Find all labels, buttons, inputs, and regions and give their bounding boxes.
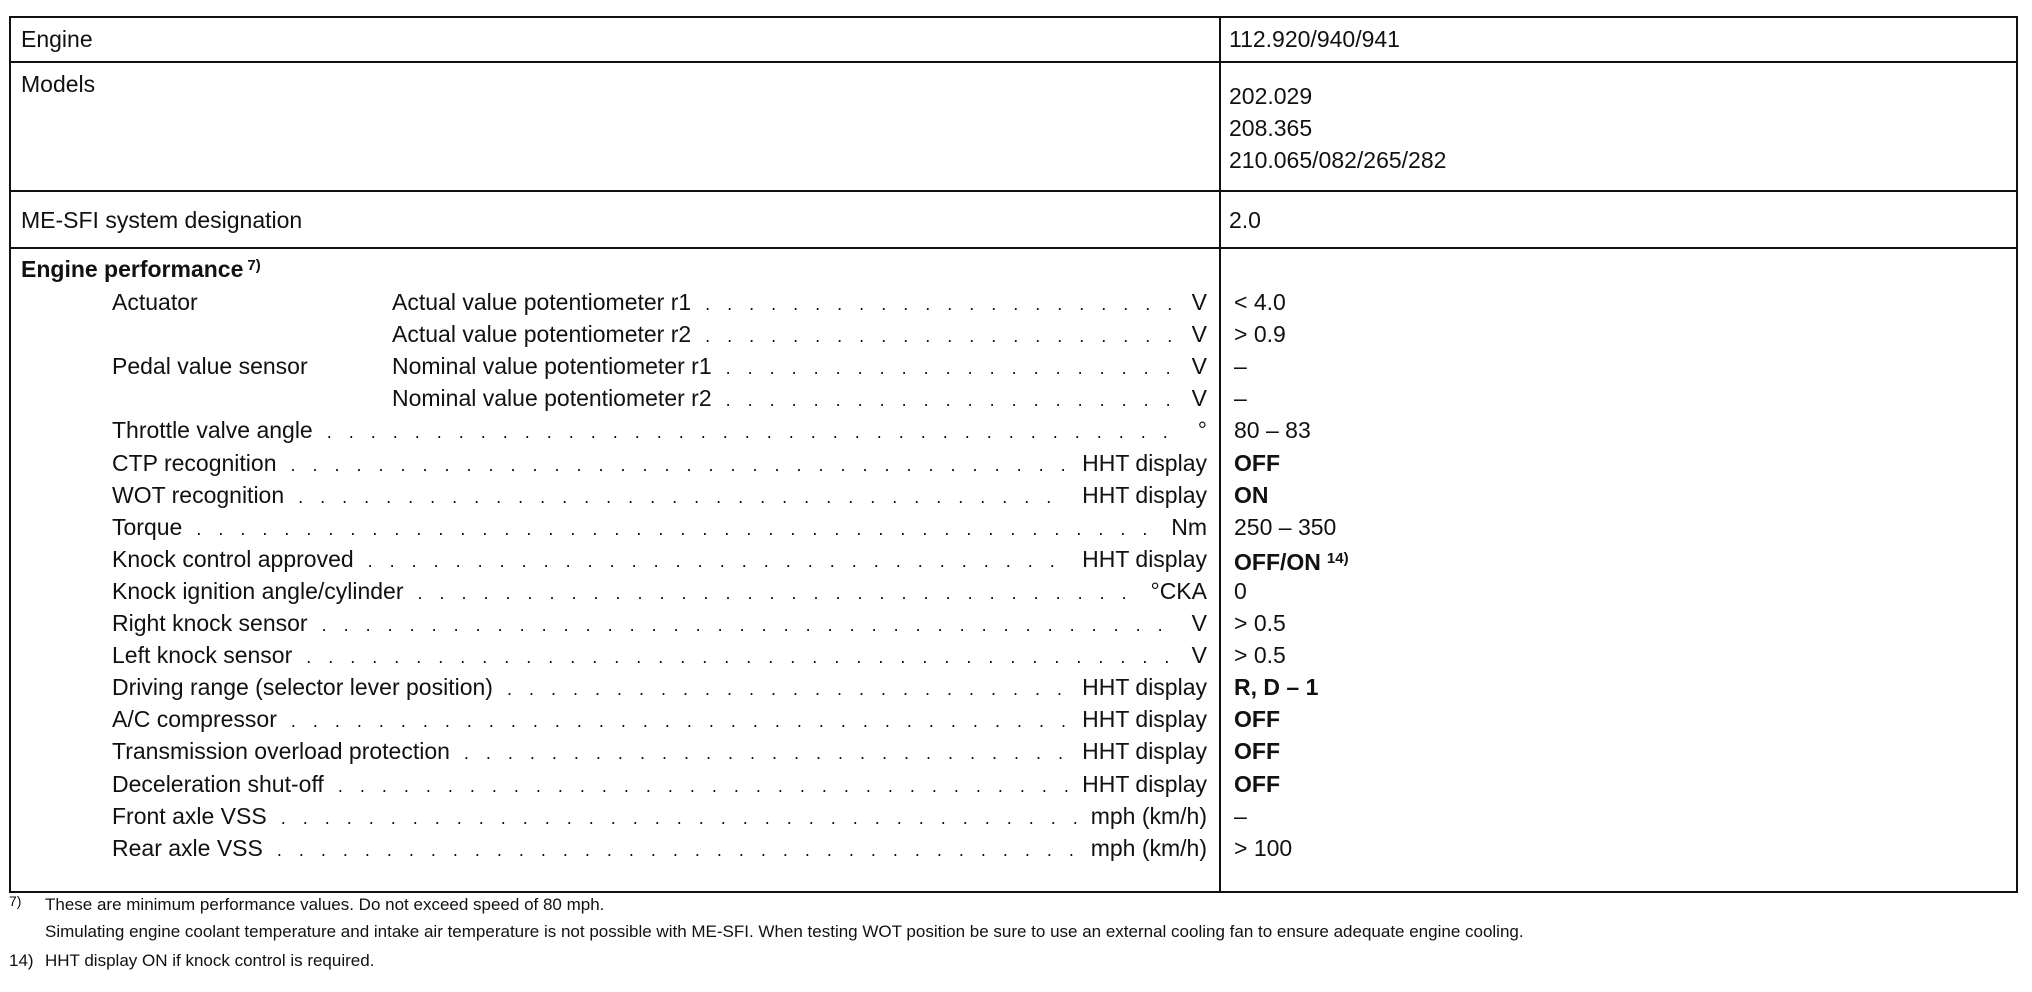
parameter-value-text: R, D – 1 [1234, 674, 1319, 700]
parameter-value-text: > 0.5 [1234, 610, 1286, 636]
parameter-value-text: OFF [1234, 706, 1280, 732]
parameter-label: WOT recognition [112, 482, 285, 508]
parameter-unit: HHT display [1082, 674, 1207, 700]
parameter-label: Nominal value potentiometer r2 [392, 385, 712, 411]
parameter-value [1234, 447, 1280, 479]
parameter-value-text: ON [1234, 482, 1269, 508]
dot-leader [291, 705, 1068, 737]
dot-leader [291, 449, 1069, 481]
parameter-value-text: > 100 [1234, 835, 1293, 861]
dot-leader [726, 384, 1178, 416]
parameter-unit: HHT display [1082, 738, 1207, 764]
parameter-label: Torque [112, 514, 183, 540]
table-row [112, 735, 1207, 767]
row-divider [11, 190, 2016, 192]
parameter-unit: V [1191, 289, 1207, 315]
parameter-unit: HHT display [1082, 771, 1207, 797]
dot-leader [281, 802, 1077, 834]
footnote-14-number: 14) [9, 951, 34, 970]
engine-label: Engine [21, 26, 93, 52]
system-label: ME-SFI system designation [21, 207, 303, 233]
parameter-value [1234, 479, 1269, 511]
table-row [112, 639, 1207, 671]
table-row [112, 607, 1207, 639]
parameter-value [1234, 639, 1286, 671]
dot-leader [327, 416, 1184, 448]
parameter-value [1234, 832, 1292, 864]
dot-leader [322, 609, 1178, 641]
parameter-label: Transmission overload protection [112, 738, 450, 764]
dot-leader [705, 320, 1177, 352]
parameter-value-text: > 0.5 [1234, 642, 1286, 668]
dot-leader [726, 352, 1178, 384]
dot-leader [277, 834, 1077, 866]
parameter-value [1234, 800, 1247, 832]
parameter-value-text: < 4.0 [1234, 289, 1286, 315]
table-row [112, 414, 1207, 446]
spec-table [9, 16, 2018, 893]
parameter-unit: mph (km/h) [1090, 835, 1207, 861]
parameter-unit: mph (km/h) [1090, 803, 1207, 829]
parameter-value [1234, 318, 1286, 350]
model-value: 210.065/082/265/282 [1229, 147, 1447, 173]
parameter-label: Actual value potentiometer r1 [392, 289, 692, 315]
parameter-value-text: 250 – 350 [1234, 514, 1337, 540]
parameter-value [1234, 286, 1286, 318]
table-row [112, 543, 1207, 575]
parameter-value-text: OFF [1234, 771, 1280, 797]
parameter-unit: V [1191, 642, 1207, 668]
parameter-value [1234, 382, 1247, 414]
parameter-unit: ° [1197, 417, 1207, 443]
parameter-label: Right knock sensor [112, 610, 308, 636]
table-row [112, 832, 1207, 864]
parameter-value [1234, 350, 1247, 382]
dot-leader [306, 641, 1177, 673]
footnote-7-line1: These are minimum performance values. Do not exceed speed of 80 mph. [45, 895, 605, 914]
table-row [392, 350, 1207, 382]
parameter-label: Rear axle VSS [112, 835, 263, 861]
footnote-7-line2: Simulating engine coolant temperature and intake air temperature is not possible with ME-SFI. When testing WOT position be sure to use an external cooling fan to ensure adequate engine cooling. [45, 922, 1524, 941]
dot-leader [507, 673, 1068, 705]
dot-leader [338, 770, 1068, 802]
footnote-14-text: HHT display ON if knock control is required. [45, 951, 375, 970]
table-row [112, 575, 1207, 607]
parameter-value-text: – [1234, 385, 1247, 411]
parameter-value-text: OFF [1234, 450, 1280, 476]
dot-leader [196, 513, 1157, 545]
row-divider [11, 61, 2016, 63]
parameter-value-text: 80 – 83 [1234, 417, 1311, 443]
parameter-value [1234, 414, 1311, 446]
parameter-label: Front axle VSS [112, 803, 267, 829]
parameter-unit: HHT display [1082, 546, 1207, 572]
parameter-value-text: OFF/ON [1234, 549, 1321, 575]
parameter-unit: HHT display [1082, 706, 1207, 732]
table-row [112, 800, 1207, 832]
table-row [392, 382, 1207, 414]
parameter-label: Left knock sensor [112, 642, 293, 668]
parameter-unit: V [1191, 385, 1207, 411]
table-row [112, 703, 1207, 735]
models-label: Models [21, 71, 96, 97]
table-row [112, 447, 1207, 479]
parameter-label: CTP recognition [112, 450, 277, 476]
parameter-label: Throttle valve angle [112, 417, 313, 443]
parameter-unit: Nm [1171, 514, 1207, 540]
parameter-value [1234, 575, 1247, 607]
table-row [392, 318, 1207, 350]
engine-value: 112.920/940/941 [1229, 26, 1400, 52]
parameter-label: Deceleration shut-off [112, 771, 324, 797]
table-row [112, 479, 1207, 511]
dot-leader [298, 481, 1068, 513]
model-value: 208.365 [1229, 115, 1313, 141]
dot-leader [418, 577, 1137, 609]
parameter-value [1234, 607, 1286, 639]
parameter-unit: °CKA [1150, 578, 1207, 604]
parameter-value-text: – [1234, 353, 1247, 379]
parameter-value-text: OFF [1234, 738, 1280, 764]
row-divider [11, 247, 2016, 249]
parameter-unit: HHT display [1082, 450, 1207, 476]
parameter-value [1234, 671, 1318, 703]
parameter-value-text: > 0.9 [1234, 321, 1286, 347]
system-value: 2.0 [1229, 207, 1261, 233]
model-value: 202.029 [1229, 83, 1313, 109]
table-row [112, 768, 1207, 800]
parameter-label: Knock control approved [112, 546, 354, 572]
parameter-value [1234, 543, 1349, 575]
row-group-label: Pedal value sensor [112, 353, 308, 379]
parameter-value [1234, 511, 1336, 543]
parameter-unit: V [1191, 353, 1207, 379]
parameter-label: Nominal value potentiometer r1 [392, 353, 712, 379]
table-row [392, 286, 1207, 318]
parameter-label: Knock ignition angle/cylinder [112, 578, 404, 604]
section-title-text: Engine performance [21, 256, 244, 282]
table-row [112, 671, 1207, 703]
parameter-value [1234, 735, 1280, 767]
dot-leader [705, 288, 1177, 320]
parameter-label: A/C compressor [112, 706, 277, 732]
value-footnote-ref: 14) [1326, 550, 1349, 567]
parameter-unit: V [1191, 321, 1207, 347]
dot-leader [368, 545, 1069, 577]
section-title [21, 256, 261, 283]
parameter-label: Actual value potentiometer r2 [392, 321, 692, 347]
parameter-value-text: – [1234, 803, 1247, 829]
parameter-label: Driving range (selector lever position) [112, 674, 493, 700]
parameter-unit: HHT display [1082, 482, 1207, 508]
row-group-label: Actuator [112, 289, 198, 315]
dot-leader [464, 737, 1068, 769]
table-row [112, 511, 1207, 543]
section-footnote-ref: 7) [247, 257, 261, 274]
column-divider [1219, 18, 1221, 891]
footnote-7-number: 7) [9, 893, 22, 909]
parameter-value-text: 0 [1234, 578, 1247, 604]
parameter-unit: V [1191, 610, 1207, 636]
parameter-value [1234, 703, 1280, 735]
parameter-value [1234, 768, 1280, 800]
